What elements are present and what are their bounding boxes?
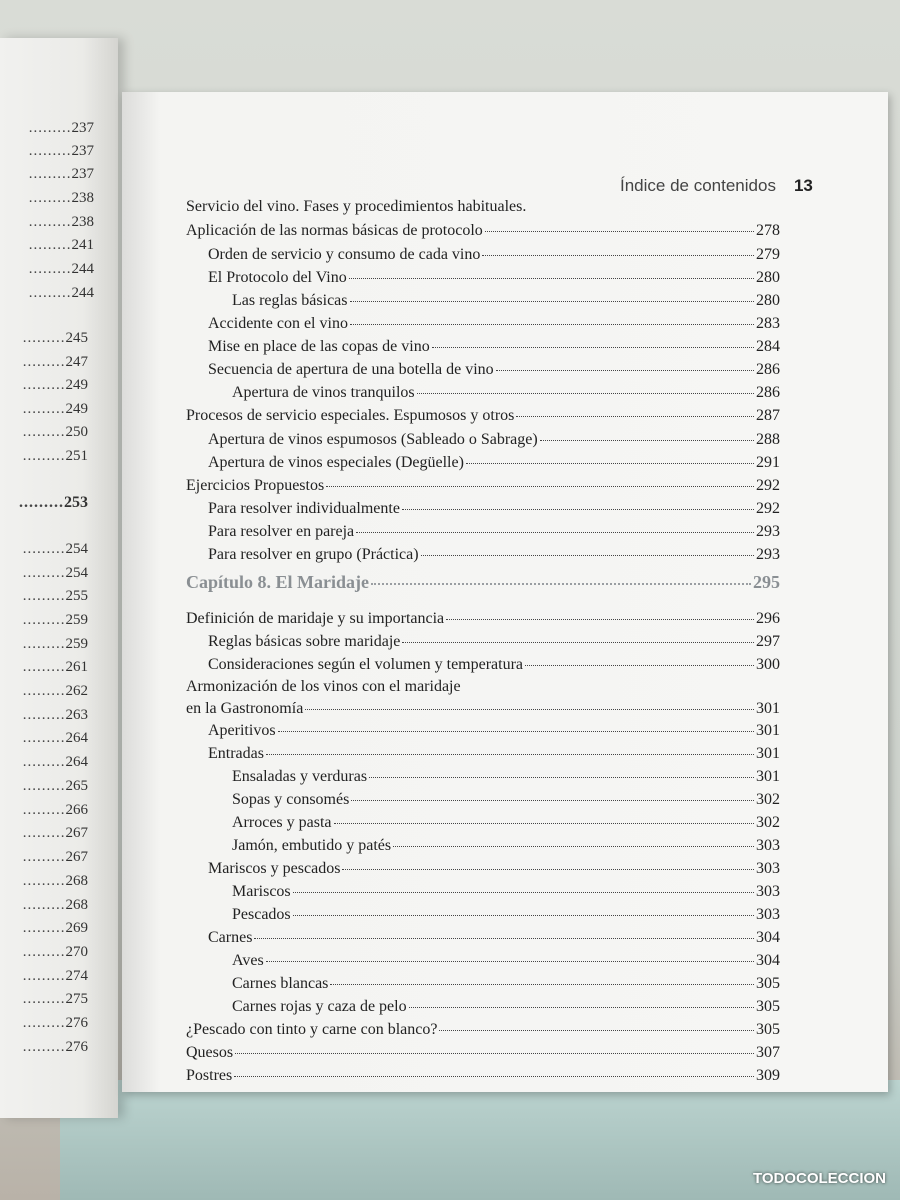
toc-entry-title: Mariscos y pescados bbox=[208, 860, 341, 877]
left-page-number: .........266 bbox=[22, 802, 88, 818]
toc-entry bbox=[232, 768, 780, 786]
left-page-number: .........251 bbox=[22, 448, 88, 464]
toc-entry-title: Jamón, embutido y patés bbox=[232, 837, 392, 854]
toc-leader-dots bbox=[417, 393, 754, 394]
toc-leader-dots bbox=[516, 416, 754, 417]
left-page-number: .........237 bbox=[28, 143, 94, 159]
left-page-number: .........268 bbox=[22, 873, 88, 889]
left-page-number: .........264 bbox=[22, 730, 88, 746]
toc-leader-dots bbox=[235, 1053, 754, 1054]
left-page-number: .........267 bbox=[22, 849, 88, 865]
toc-entry bbox=[208, 431, 780, 449]
toc-entry-page: 301 bbox=[756, 768, 780, 785]
toc-entry bbox=[186, 678, 780, 696]
toc-entry-title: Sopas y consomés bbox=[232, 791, 350, 808]
toc-entry-title: Orden de servicio y consumo de cada vino bbox=[208, 246, 481, 263]
toc-entry-page: 296 bbox=[756, 610, 780, 627]
toc-leader-dots bbox=[234, 1076, 754, 1077]
toc-entry-title: Armonización de los vinos con el maridaje bbox=[186, 678, 461, 695]
toc-entry-title: Para resolver individualmente bbox=[208, 500, 400, 517]
toc-entry bbox=[208, 338, 780, 356]
left-page-number: .........254 bbox=[22, 541, 88, 557]
toc-entry bbox=[208, 246, 780, 264]
toc-entry bbox=[232, 883, 780, 901]
toc-leader-dots bbox=[266, 754, 754, 755]
toc-entry bbox=[186, 1067, 780, 1085]
toc-entry-title: Carnes rojas y caza de pelo bbox=[232, 998, 407, 1015]
toc-leader-dots bbox=[278, 731, 754, 732]
toc-leader-dots bbox=[540, 440, 754, 441]
toc-leader-dots bbox=[421, 555, 754, 556]
toc-leader-dots bbox=[356, 532, 754, 533]
left-page-number: .........268 bbox=[22, 897, 88, 913]
left-page-number: .........244 bbox=[28, 285, 94, 301]
toc-entry-page: 307 bbox=[756, 1044, 780, 1061]
left-page-number: .........238 bbox=[28, 190, 94, 206]
toc-entry-title: Ejercicios Propuestos bbox=[186, 477, 325, 494]
toc-entry-page: 284 bbox=[756, 338, 780, 355]
toc-entry bbox=[208, 656, 780, 674]
toc-entry-title: Consideraciones según el volumen y temperatura bbox=[208, 656, 524, 673]
left-page-number: .........276 bbox=[22, 1039, 88, 1055]
toc-entry-page: 286 bbox=[756, 361, 780, 378]
toc-leader-dots bbox=[350, 324, 754, 325]
toc-entry bbox=[208, 633, 780, 651]
toc-entry bbox=[208, 361, 780, 379]
toc-entry-title: Procesos de servicio especiales. Espumosos y otros bbox=[186, 407, 515, 424]
toc-leader-dots bbox=[439, 1030, 754, 1031]
toc-entry bbox=[186, 1021, 780, 1039]
chapter-heading bbox=[186, 572, 780, 593]
left-page-number: .........238 bbox=[28, 214, 94, 230]
left-page-number: .........259 bbox=[22, 612, 88, 628]
toc-entry-title: Para resolver en pareja bbox=[208, 523, 355, 540]
toc-entry-page: 279 bbox=[756, 246, 780, 263]
toc-leader-dots bbox=[349, 278, 754, 279]
toc-leader-dots bbox=[293, 915, 754, 916]
toc-entry-page: 303 bbox=[756, 837, 780, 854]
toc-leader-dots bbox=[293, 892, 754, 893]
toc-entry bbox=[232, 814, 780, 832]
toc-leader-dots bbox=[409, 1007, 754, 1008]
toc-leader-dots bbox=[393, 846, 754, 847]
toc-entry-page: 292 bbox=[756, 477, 780, 494]
toc-entry-page: 280 bbox=[756, 292, 780, 309]
toc-leader-dots bbox=[266, 961, 754, 962]
left-page-number: .........249 bbox=[22, 377, 88, 393]
toc-entry-page: 280 bbox=[756, 269, 780, 286]
toc-entry bbox=[208, 722, 780, 740]
left-page-number: .........249 bbox=[22, 401, 88, 417]
left-page-number: .........267 bbox=[22, 825, 88, 841]
toc-leader-dots bbox=[334, 823, 754, 824]
toc-entry bbox=[232, 384, 780, 402]
watermark: TODOCOLECCION bbox=[752, 1170, 886, 1187]
toc-entry-title: ¿Pescado con tinto y carne con blanco? bbox=[186, 1021, 438, 1038]
toc-entry bbox=[208, 315, 780, 333]
toc-leader-dots bbox=[402, 509, 754, 510]
toc-entry-page: 304 bbox=[756, 929, 780, 946]
toc-entry bbox=[186, 198, 780, 216]
toc-entry-title: Mise en place de las copas de vino bbox=[208, 338, 430, 355]
toc-entry-page: 295 bbox=[753, 572, 780, 592]
toc-leader-dots bbox=[371, 583, 751, 585]
toc-entry bbox=[232, 998, 780, 1016]
toc-entry bbox=[186, 477, 780, 495]
toc-entry-title: Apertura de vinos espumosos (Sableado o Sabrage) bbox=[208, 431, 538, 448]
toc-entry-page: 278 bbox=[756, 222, 780, 239]
toc-leader-dots bbox=[330, 984, 754, 985]
left-page-number: .........270 bbox=[22, 944, 88, 960]
left-page-number: .........244 bbox=[28, 261, 94, 277]
toc-entry-page: 304 bbox=[756, 952, 780, 969]
toc-entry-page: 303 bbox=[756, 860, 780, 877]
toc-entry-page: 283 bbox=[756, 315, 780, 332]
toc-entry-title: Entradas bbox=[208, 745, 264, 762]
left-page-number: .........262 bbox=[22, 683, 88, 699]
toc-leader-dots bbox=[525, 665, 754, 666]
toc-entry-title: El Protocolo del Vino bbox=[208, 269, 347, 286]
toc-leader-dots bbox=[446, 619, 754, 620]
toc-entry-title: Las reglas básicas bbox=[232, 292, 348, 309]
left-page-number: .........264 bbox=[22, 754, 88, 770]
left-page-number: .........275 bbox=[22, 991, 88, 1007]
toc-leader-dots bbox=[350, 301, 754, 302]
toc-entry-title: Definición de maridaje y su importancia bbox=[186, 610, 445, 627]
toc-entry-title: Postres bbox=[186, 1067, 233, 1084]
toc-entry-title: Reglas básicas sobre maridaje bbox=[208, 633, 401, 650]
toc-entry-page: 305 bbox=[756, 998, 780, 1015]
toc-entry bbox=[208, 500, 780, 518]
toc-entry-page: 292 bbox=[756, 500, 780, 517]
toc-entry-title: Carnes blancas bbox=[232, 975, 329, 992]
left-page-number: .........259 bbox=[22, 636, 88, 652]
left-page-number: .........263 bbox=[22, 707, 88, 723]
left-page-number: .........245 bbox=[22, 330, 88, 346]
toc-entry bbox=[232, 837, 780, 855]
toc-entry bbox=[186, 222, 780, 240]
toc-entry bbox=[208, 745, 780, 763]
toc-entry-page: 300 bbox=[756, 656, 780, 673]
toc-entry bbox=[186, 407, 780, 425]
toc-entry bbox=[208, 546, 780, 564]
toc-entry bbox=[186, 1044, 780, 1062]
toc-leader-dots bbox=[485, 231, 754, 232]
toc-entry bbox=[232, 292, 780, 310]
toc-entry-title: Aperitivos bbox=[208, 722, 276, 739]
toc-entry-page: 303 bbox=[756, 883, 780, 900]
toc-entry-title: Carnes bbox=[208, 929, 253, 946]
toc-entry-title: Secuencia de apertura de una botella de vino bbox=[208, 361, 494, 378]
toc-entry-title: Quesos bbox=[186, 1044, 234, 1061]
toc-entry-page: 305 bbox=[756, 975, 780, 992]
toc-entry-title: Apertura de vinos tranquilos bbox=[232, 384, 415, 401]
toc-entry-page: 291 bbox=[756, 454, 780, 471]
left-page-number: .........254 bbox=[22, 565, 88, 581]
toc-entry-title: Servicio del vino. Fases y procedimientos habituales. bbox=[186, 198, 527, 215]
toc-entry-title: Ensaladas y verduras bbox=[232, 768, 368, 785]
toc-entry-title: Apertura de vinos especiales (Degüelle) bbox=[208, 454, 464, 471]
toc-leader-dots bbox=[305, 709, 754, 710]
left-page-number: .........237 bbox=[28, 120, 94, 136]
toc-entry-page: 309 bbox=[756, 1067, 780, 1084]
toc-leader-dots bbox=[326, 486, 754, 487]
toc-leader-dots bbox=[482, 255, 754, 256]
toc-leader-dots bbox=[369, 777, 754, 778]
toc-entry-title: en la Gastronomía bbox=[186, 700, 304, 717]
toc-entry-title: Pescados bbox=[232, 906, 291, 923]
toc-entry bbox=[232, 975, 780, 993]
toc-entry-title: Aves bbox=[232, 952, 264, 969]
left-page-number: .........269 bbox=[22, 920, 88, 936]
toc-entry-page: 297 bbox=[756, 633, 780, 650]
left-page-number: .........265 bbox=[22, 778, 88, 794]
toc-entry-page: 305 bbox=[756, 1021, 780, 1038]
toc-entry-title: Capítulo 8. El Maridaje bbox=[186, 572, 369, 592]
left-page-number: .........276 bbox=[22, 1015, 88, 1031]
left-page-number: .........253 bbox=[19, 494, 88, 511]
toc-entry-title: Para resolver en grupo (Práctica) bbox=[208, 546, 419, 563]
toc-entry-page: 302 bbox=[756, 814, 780, 831]
toc-leader-dots bbox=[351, 800, 754, 801]
toc-entry-page: 301 bbox=[756, 700, 780, 717]
toc-entry bbox=[208, 454, 780, 472]
left-page-number: .........241 bbox=[28, 237, 94, 253]
toc-entry-page: 301 bbox=[756, 722, 780, 739]
toc-entry bbox=[232, 791, 780, 809]
toc-leader-dots bbox=[432, 347, 754, 348]
toc-entry-page: 287 bbox=[756, 407, 780, 424]
toc-entry-page: 302 bbox=[756, 791, 780, 808]
toc-entry-page: 286 bbox=[756, 384, 780, 401]
left-page-number: .........274 bbox=[22, 968, 88, 984]
toc-leader-dots bbox=[342, 869, 754, 870]
header-title: Índice de contenidos bbox=[620, 176, 776, 195]
toc-leader-dots bbox=[466, 463, 754, 464]
toc-entry-page: 288 bbox=[756, 431, 780, 448]
toc-entry-page: 293 bbox=[756, 523, 780, 540]
toc-entry bbox=[186, 610, 780, 628]
toc-entry bbox=[208, 929, 780, 947]
toc-leader-dots bbox=[254, 938, 754, 939]
toc-entry bbox=[208, 269, 780, 287]
toc-entry-page: 293 bbox=[756, 546, 780, 563]
toc-entry-title: Arroces y pasta bbox=[232, 814, 332, 831]
left-page-number: .........237 bbox=[28, 166, 94, 182]
toc-entry bbox=[208, 523, 780, 541]
toc-entry bbox=[208, 860, 780, 878]
toc-entry bbox=[232, 952, 780, 970]
toc-entry bbox=[186, 700, 780, 718]
header-page-number: 13 bbox=[793, 176, 813, 195]
left-page-number: .........261 bbox=[22, 659, 88, 675]
toc-entry-title: Mariscos bbox=[232, 883, 291, 900]
toc-entry-page: 301 bbox=[756, 745, 780, 762]
left-page-number: .........255 bbox=[22, 588, 88, 604]
toc-entry-title: Aplicación de las normas básicas de protocolo bbox=[186, 222, 483, 239]
left-page-number: .........247 bbox=[22, 354, 88, 370]
toc-entry bbox=[232, 906, 780, 924]
toc-entry-title: Accidente con el vino bbox=[208, 315, 348, 332]
toc-leader-dots bbox=[496, 370, 754, 371]
left-page-number: .........250 bbox=[22, 424, 88, 440]
toc-leader-dots bbox=[402, 642, 754, 643]
toc-entry-page: 303 bbox=[756, 906, 780, 923]
